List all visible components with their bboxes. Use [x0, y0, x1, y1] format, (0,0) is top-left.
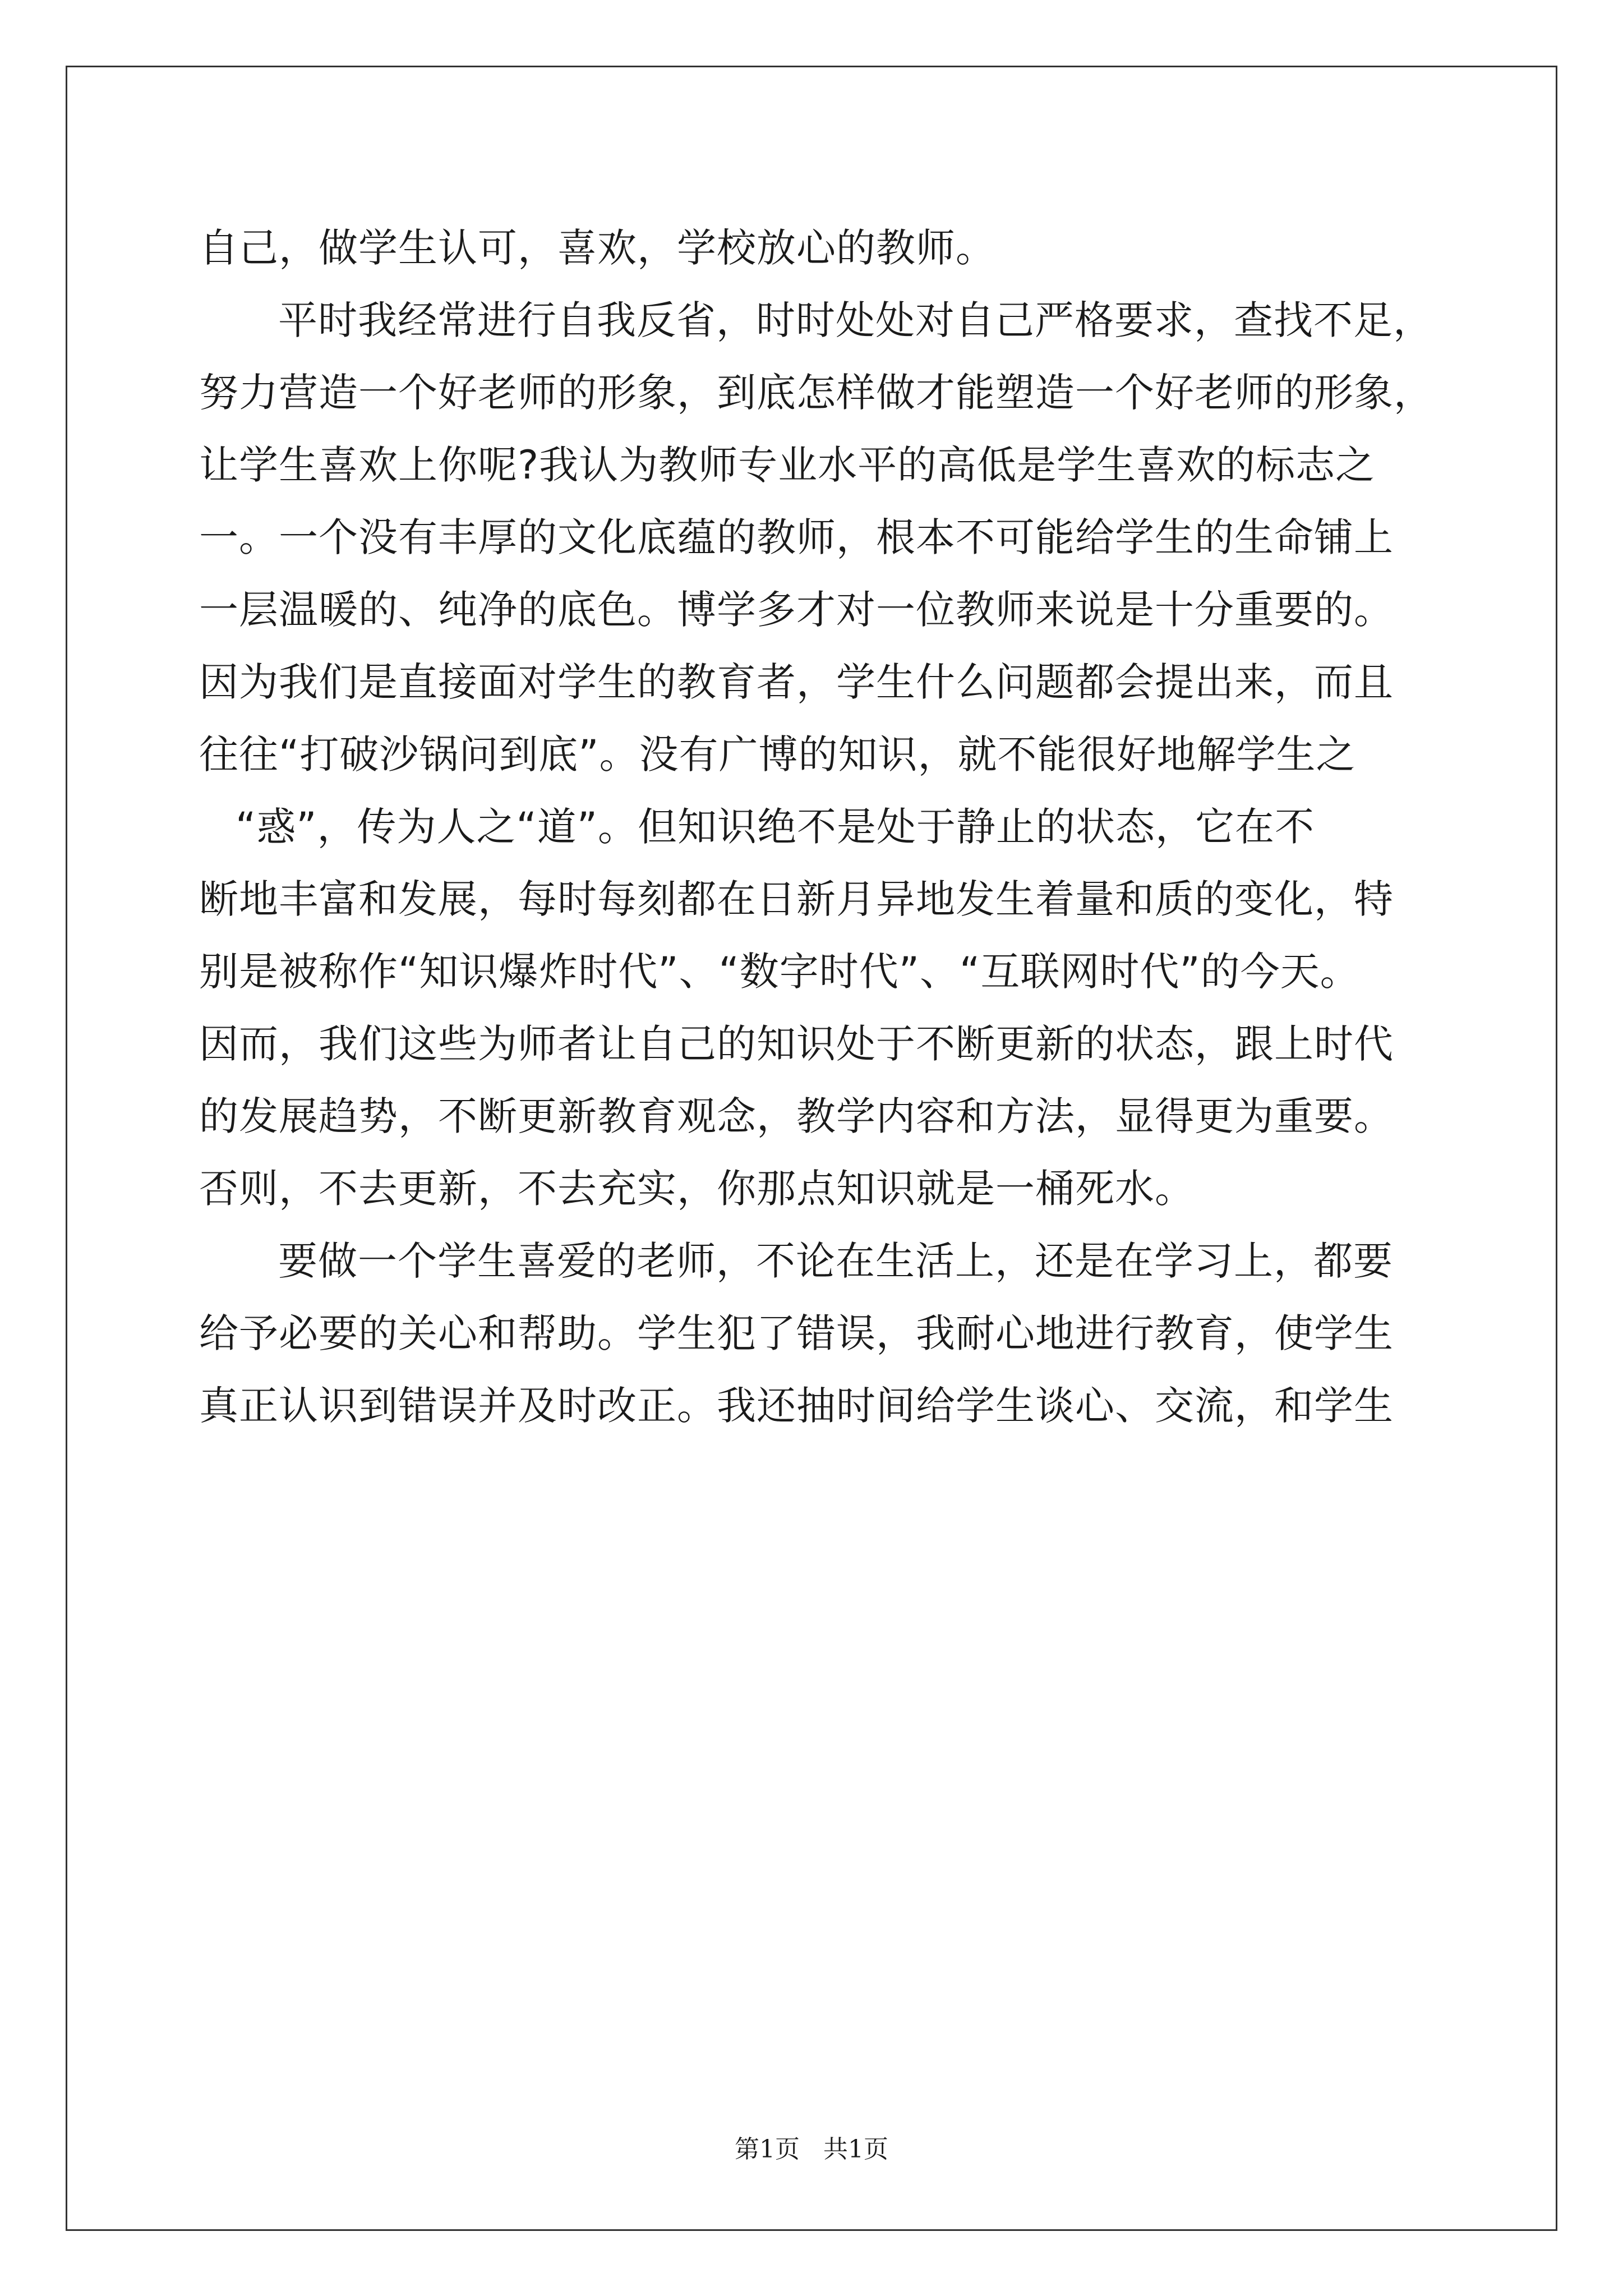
text-line-9: “惑”，传为人之“道”。但知识绝不是处于静止的状态，它在不	[236, 804, 1315, 850]
text-line-13: 的发展趋势，不断更新教育观念，教学内容和方法，显得更为重要。	[199, 1093, 1394, 1139]
text-line-8: 往往“打破沙锅问到底”。没有广博的知识，就不能很好地解学生之	[199, 731, 1356, 777]
text-line-6: 一层温暖的、纯净的底色。博学多才对一位教师来说是十分重要的。	[199, 587, 1394, 633]
text-line-11: 别是被称作“知识爆炸时代”、“数字时代”、“互联网时代”的今天。	[199, 949, 1360, 995]
text-line-14: 否则，不去更新，不去充实，你那点知识就是一桶死水。	[199, 1166, 1195, 1212]
text-line-4: 让学生喜欢上你呢?我认为教师专业水平的高低是学生喜欢的标志之	[199, 442, 1376, 488]
text-line-10: 断地丰富和发展，每时每刻都在日新月异地发生着量和质的变化，特	[199, 876, 1394, 922]
text-line-15: 要做一个学生喜爱的老师，不论在生活上，还是在学习上，都要	[278, 1238, 1393, 1284]
page-number-footer: 第1页 共1页	[735, 2135, 888, 2164]
text-line-1: 自己，做学生认可，喜欢，学校放心的教师。	[199, 225, 995, 271]
text-line-5: 一。一个没有丰厚的文化底蕴的教师，根本不可能给学生的生命铺上	[199, 514, 1394, 560]
text-line-12: 因而，我们这些为师者让自己的知识处于不断更新的状态，跟上时代	[199, 1021, 1394, 1067]
text-line-2: 平时我经常进行自我反省，时时处处对自己严格要求，查找不足，	[278, 297, 1433, 343]
text-line-3: 努力营造一个好老师的形象，到底怎样做才能塑造一个好老师的形象，	[199, 370, 1433, 416]
text-line-16: 给予必要的关心和帮助。学生犯了错误，我耐心地进行教育，使学生	[199, 1310, 1394, 1356]
text-line-7: 因为我们是直接面对学生的教育者，学生什么问题都会提出来，而且	[199, 659, 1394, 705]
text-line-17: 真正认识到错误并及时改正。我还抽时间给学生谈心、交流，和学生	[199, 1383, 1394, 1429]
